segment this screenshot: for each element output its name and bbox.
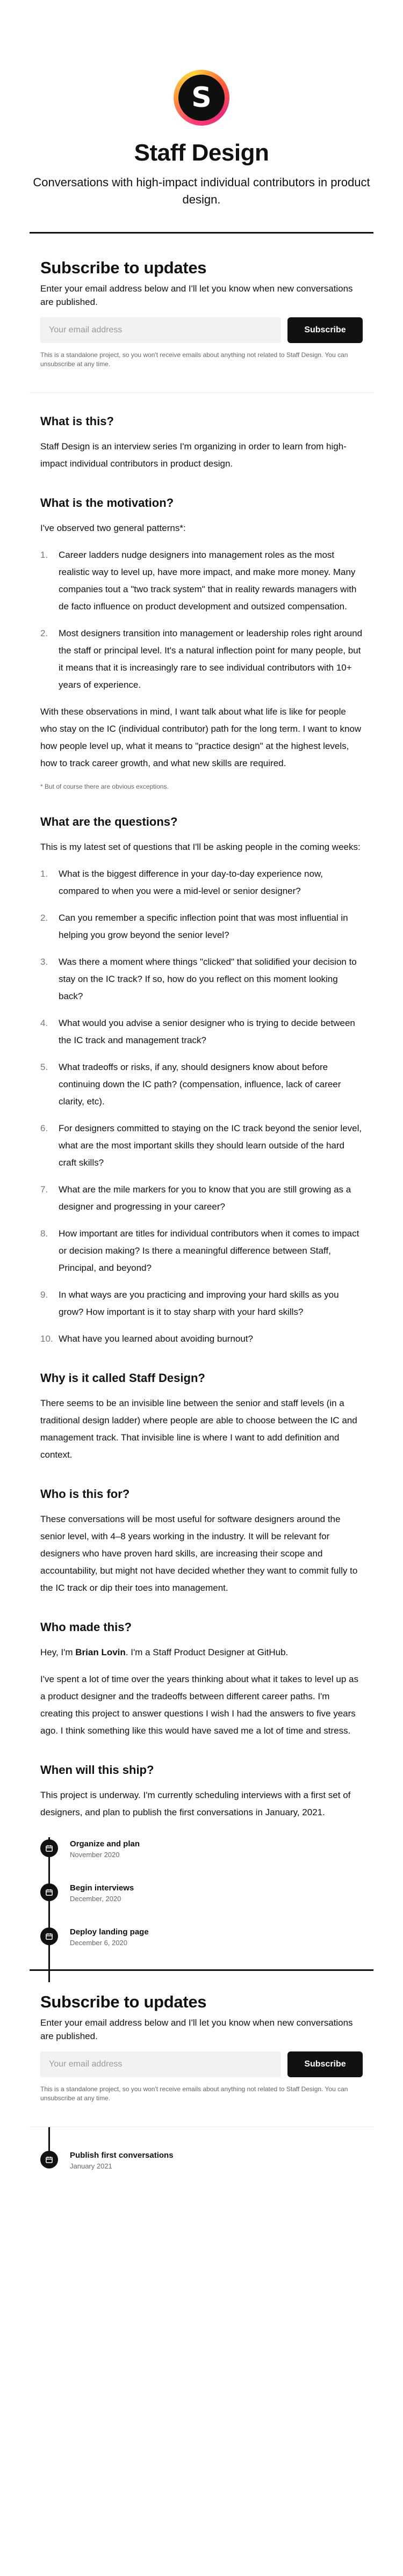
section-heading-questions: What are the questions? — [40, 815, 178, 828]
email-input[interactable] — [40, 2051, 281, 2077]
subscribe-button[interactable]: Subscribe — [287, 317, 363, 343]
author-name: Brian Lovin — [75, 1647, 126, 1657]
questions-list — [40, 865, 363, 1348]
motivation-list — [40, 547, 363, 694]
site-title: Staff Design — [134, 140, 269, 166]
question-text: In what ways are you practicing and improving your hard skills as you grow? How important is it to stay sharp with your hard skills? — [59, 1290, 339, 1317]
motivation-outro: With these observations in mind, I want talk about what life is like for people who stay on the IC (individual contributor) path for the long term. I want to know how people level up, what it means to "practice design" at the highest levels, how to track career growth, and what new skills are required. — [40, 707, 362, 768]
section-body-made-2: I've spent a lot of time over the years thinking about what it takes to level up as a product designer and the tradeoffs between different career paths. I'm creating this project to answer questions I wish I had the answers to five years ago. I think something like this would have saved me a lot of time and stress. — [40, 1674, 358, 1736]
motivation-footnote: * But of course there are obvious exceptions. — [40, 783, 169, 790]
section-body-ship: This project is underway. I'm currently scheduling interviews with a first set of designers, and plan to publish the first conversations in January, 2021. — [40, 1790, 351, 1817]
timeline-title: Organize and plan — [70, 1839, 140, 1849]
subscribe-title: Subscribe to updates — [40, 258, 207, 277]
list-item: 1. What is the biggest difference in your day-to-day experience now, compared to when you were a mid-level or senior designer? — [40, 865, 363, 900]
timeline-item — [40, 2127, 373, 2186]
list-item: 6. For designers committed to staying on the IC track beyond the senior level, what are the most important skills they should learn outside of the hard craft skills? — [40, 1120, 363, 1171]
section-body-made: Hey, I'm Brian Lovin. I'm a Staff Product Designer at GitHub. — [40, 1647, 289, 1657]
subscribe-description: Enter your email address below and I'll let you know when new conversations are published. — [40, 2018, 353, 2041]
list-item: 5. What tradeoffs or risks, if any, should designers know about before continuing down the IC path? (compensation, influence, lack of career clarity, etc). — [40, 1059, 363, 1110]
site-tagline: Conversations with high-impact individual contributors in product design. — [33, 176, 370, 206]
section-heading-made: Who made this? — [40, 1620, 132, 1634]
list-item: 1. Career ladders nudge designers into management roles as the most realistic way to level up, have more impact, and make more money. Many companies tout a "two track system" that in reality rewards managers with de facto influence on product development and outsized compensation. — [40, 547, 363, 615]
section-body-why: There seems to be an invisible line between the senior and staff levels (in a traditional design ladder) where people are able to choose between the IC and management track. That invisible line is where I want to add definition and context. — [40, 1398, 357, 1460]
subscribe-section-bottom — [30, 1971, 373, 2127]
subscribe-section — [30, 234, 373, 392]
calendar-icon — [40, 1839, 58, 1857]
subscribe-note: This is a standalone project, so you won't receive emails about anything not related to Staff Design. You can unsubscribe at any time. — [40, 2085, 348, 2102]
subscribe-button[interactable]: Subscribe — [287, 2051, 363, 2077]
question-text: What have you learned about avoiding burnout? — [59, 1334, 253, 1344]
timeline-date: December 6, 2020 — [70, 1939, 127, 1947]
motivation-intro: I've observed two general patterns*: — [40, 523, 186, 533]
section-body-who: These conversations will be most useful for software designers around the senior level, with 4–8 years working in the industry. It will be relevant for designers who have proven hard skills, are increasing their scope and accountability, but might not have decided whether they want to commit fully to the IC track or dip their toes into management. — [40, 1514, 358, 1593]
email-input[interactable] — [40, 317, 281, 343]
question-text: For designers committed to staying on the IC track beyond the senior level, what are the most important skills they should learn outside of the hard craft skills? — [59, 1123, 362, 1168]
timeline-date: November 2020 — [70, 1851, 120, 1859]
question-text: Can you remember a specific inflection point that was most influential in helping you grow beyond the senior level? — [59, 913, 348, 940]
question-text: Was there a moment where things "clicked" that solidified your decision to stay on the IC track? If so, how do you reflect on this moment looking back? — [59, 957, 357, 1001]
subscribe-form — [40, 317, 363, 343]
list-item: 7. What are the mile markers for you to know that you are still growing as a designer and progressing in your career? — [40, 1181, 363, 1216]
list-item: 2. Most designers transition into management or leadership roles right around the staff or principal level. It's a natural inflection point for many people, but it means that it is increasingly rare to see individual contributors with 10+ years of experience. — [40, 625, 363, 694]
subscribe-description: Enter your email address below and I'll let you know when new conversations are published. — [40, 283, 353, 307]
timeline-continued — [40, 2127, 373, 2186]
timeline-item — [40, 1925, 373, 1969]
question-text: What tradeoffs or risks, if any, should designers know about before continuing down the IC path? (compensation, influence, lack of career clarity, etc). — [59, 1062, 341, 1107]
question-text: How important are titles for individual contributors when it comes to impact or decision making? Is there a meaningful difference between Staff, Principal, and beyond? — [59, 1228, 359, 1273]
section-heading-why: Why is it called Staff Design? — [40, 1371, 205, 1385]
question-text: What would you advise a senior designer who is trying to decide between the IC track and management track? — [59, 1018, 355, 1045]
subscribe-form — [40, 2051, 363, 2077]
motivation-item-text: Career ladders nudge designers into management roles as the most realistic way to level up, have more impact, and make more money. Many companies tout a "two track system" that in reality rewards managers with de facto influence on product development and outsized compensation. — [59, 550, 357, 612]
timeline-date: December, 2020 — [70, 1895, 121, 1903]
section-body-what: Staff Design is an interview series I'm organizing in order to learn from high-impact individual contributors in product design. — [40, 441, 347, 469]
timeline-title: Publish first conversations — [70, 2151, 174, 2160]
timeline-title: Deploy landing page — [70, 1927, 149, 1937]
site-logo[interactable] — [174, 70, 229, 126]
logo-container — [0, 0, 403, 126]
calendar-icon — [40, 1927, 58, 1945]
subscribe-title: Subscribe to updates — [40, 1992, 207, 2011]
list-item: 3. Was there a moment where things "clicked" that solidified your decision to stay on the IC track? If so, how do you reflect on this moment looking back? — [40, 954, 363, 1005]
question-text: What are the mile markers for you to know that you are still growing as a designer and progressing in your career? — [59, 1184, 351, 1212]
timeline-date: January 2021 — [70, 2162, 112, 2170]
question-text: What is the biggest difference in your day-to-day experience now, compared to when you were a mid-level or senior designer? — [59, 869, 323, 896]
main-content — [30, 393, 373, 1821]
subscribe-note: This is a standalone project, so you won't receive emails about anything not related to Staff Design. You can unsubscribe at any time. — [40, 351, 348, 368]
list-item: 8. How important are titles for individual contributors when it comes to impact or decision making? Is there a meaningful difference between Staff, Principal, and beyond? — [40, 1225, 363, 1277]
list-item: 9. In what ways are you practicing and improving your hard skills as you grow? How important is it to stay sharp with your hard skills? — [40, 1286, 363, 1321]
logo-letter: S — [178, 75, 225, 121]
calendar-icon — [40, 1883, 58, 1901]
timeline — [40, 1837, 373, 1969]
calendar-icon — [40, 2151, 58, 2169]
timeline-item — [40, 1881, 373, 1925]
timeline-item — [40, 1837, 373, 1881]
motivation-item-text: Most designers transition into management or leadership roles right around the staff or principal level. It's a natural inflection point for many people, but it means that it is increasingly rare to see individual contributors with 10+ years of experience. — [59, 628, 363, 690]
timeline-title: Begin interviews — [70, 1883, 134, 1893]
questions-intro: This is my latest set of questions that I'll be asking people in the coming weeks: — [40, 842, 361, 852]
section-heading-ship: When will this ship? — [40, 1763, 154, 1777]
section-heading-who: Who is this for? — [40, 1487, 130, 1501]
section-heading-motivation: What is the motivation? — [40, 496, 174, 510]
list-item: 10. What have you learned about avoiding burnout? — [40, 1330, 363, 1348]
list-item: 2. Can you remember a specific inflection point that was most influential in helping you grow beyond the senior level? — [40, 909, 363, 944]
section-heading-what: What is this? — [40, 414, 114, 428]
list-item: 4. What would you advise a senior designer who is trying to decide between the IC track and management track? — [40, 1015, 363, 1049]
